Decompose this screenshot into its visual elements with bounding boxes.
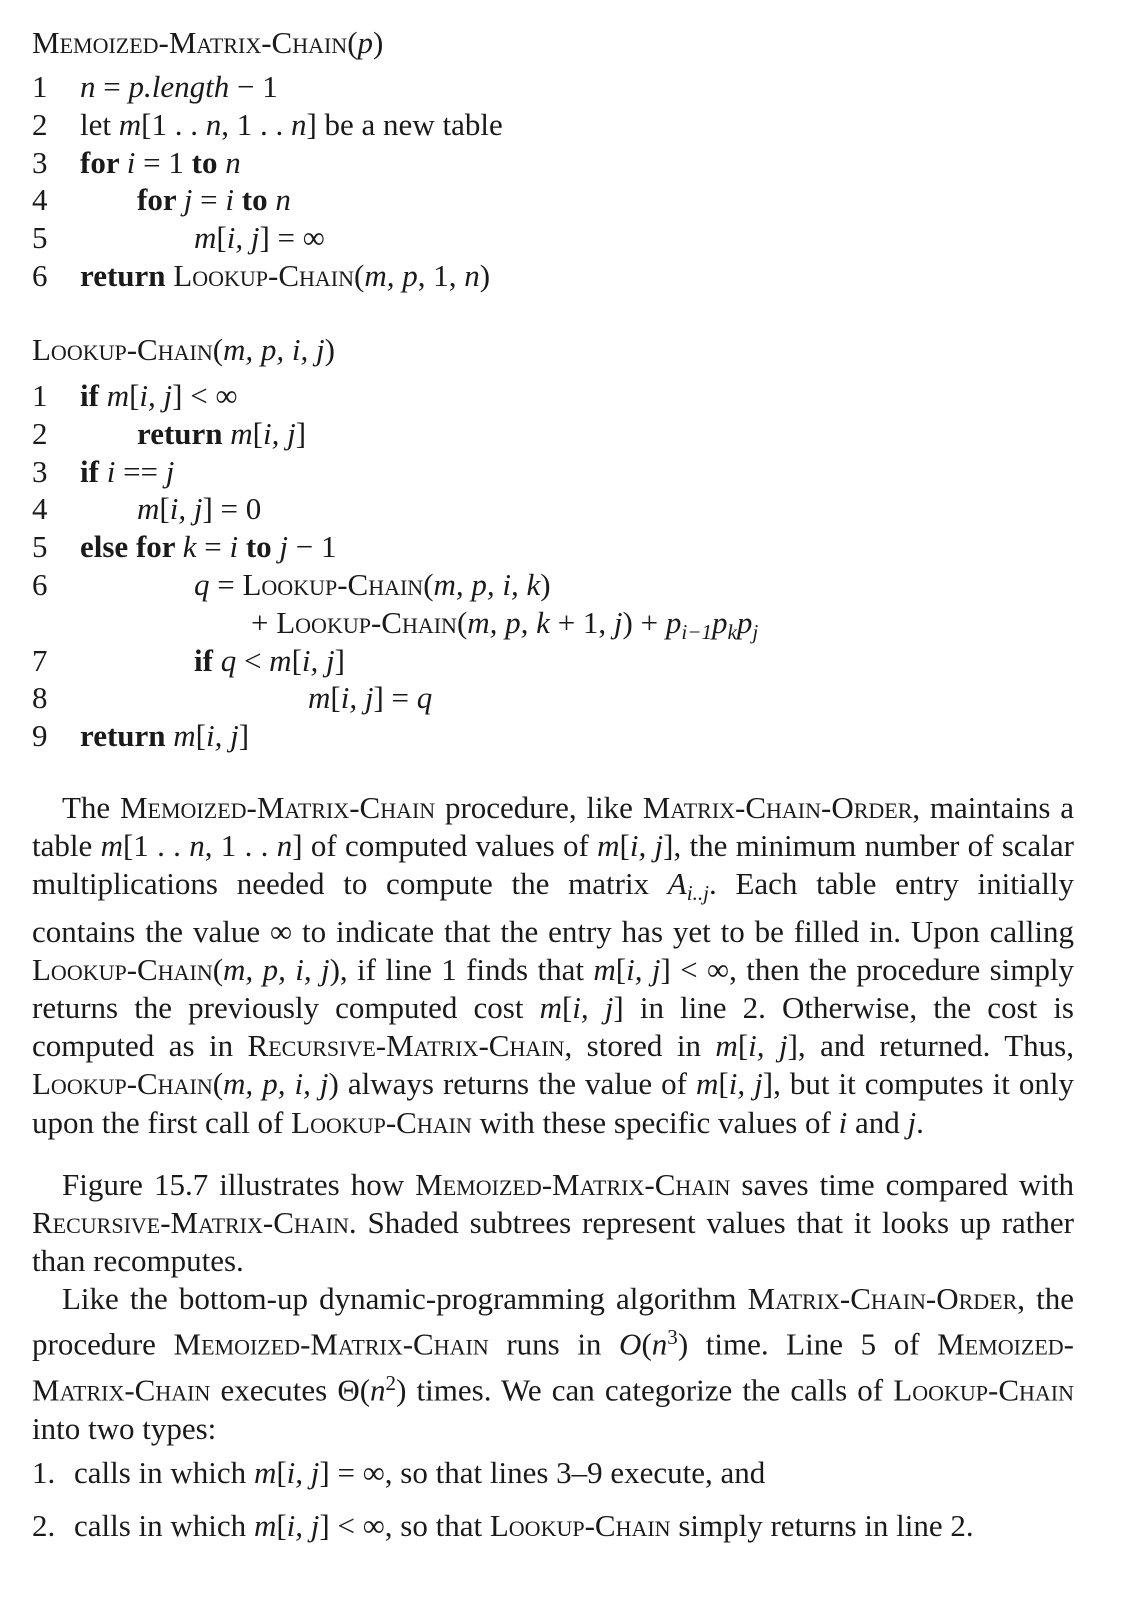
- list-number: 2.: [32, 1508, 56, 1543]
- text-run: with these specific values of: [471, 1104, 839, 1140]
- text-run: (: [212, 332, 224, 367]
- text-run: .: [916, 1104, 924, 1140]
- text-run: ] be a new table: [306, 106, 503, 142]
- text-run: [: [195, 718, 206, 754]
- text-run: , 1 . .: [221, 106, 291, 142]
- text-run: , the procedure: [32, 1281, 1074, 1362]
- code-statement: [194, 219, 325, 257]
- math-var: i, j: [286, 1508, 320, 1543]
- text-run: simply returns in line 2.: [670, 1508, 974, 1543]
- text-run: , maintains a table: [32, 790, 1075, 864]
- text-run: ] in line 2. Otherwise, the cost is computed as in: [32, 989, 1074, 1064]
- procedure-title: [32, 24, 383, 62]
- text-run: ], but it computes it only upon the first call of: [32, 1066, 1074, 1140]
- list-item: [32, 1507, 974, 1545]
- procedure-name: Memoized-Matrix-Chain: [415, 1167, 731, 1202]
- text-run: [: [276, 1508, 287, 1543]
- math-var: j: [183, 182, 193, 218]
- math-var: n: [290, 106, 307, 142]
- line-number: 1: [32, 69, 48, 104]
- keyword: return: [80, 258, 174, 293]
- procedure-name: Matrix-Chain-Order: [747, 1281, 1018, 1316]
- subscript: i−1: [681, 619, 712, 644]
- paragraph: [32, 1280, 1074, 1448]
- text-run: = 1: [135, 144, 192, 180]
- math-var: m: [106, 378, 130, 413]
- line-number: 5: [32, 529, 48, 565]
- text-run: . Each table entry initially contains the value ∞ to indicate that the entry has yet to be filled in. Upon calling: [32, 866, 1074, 949]
- text-run: ] of computed values of: [292, 828, 598, 864]
- text-run: Like the bottom-up dynamic-programming algorithm: [62, 1281, 748, 1316]
- text-run: ] < ∞, so that: [319, 1508, 490, 1543]
- code-statement: [137, 490, 261, 528]
- math-var: m: [118, 106, 142, 142]
- subscript: i..j: [686, 881, 709, 906]
- code-statement: [194, 642, 345, 680]
- math-var: n: [464, 258, 480, 293]
- text-run: ]: [238, 718, 250, 754]
- text-run: [: [737, 1028, 749, 1064]
- text-run: =: [192, 182, 226, 218]
- code-statement: [137, 181, 291, 219]
- text-run: [: [619, 828, 630, 864]
- math-var: m: [269, 642, 292, 678]
- text-run: ]: [334, 642, 345, 678]
- math-var: m: [593, 951, 616, 987]
- math-var: O: [619, 1326, 642, 1362]
- text-run: procedure, like: [435, 790, 643, 825]
- superscript: 3: [667, 1325, 678, 1350]
- procedure-name: Memoized-Matrix-Chain: [32, 25, 348, 60]
- text-run: Figure 15.7 illustrates how: [62, 1167, 416, 1202]
- math-var: m: [715, 1028, 738, 1064]
- subscript: k: [727, 619, 737, 644]
- text-run: + 1,: [549, 604, 614, 640]
- text-run: ] < ∞, then the procedure simply returns the previously computed cost: [32, 951, 1075, 1025]
- text-run: − 1: [229, 69, 278, 104]
- procedure-name: Recursive-Matrix-Chain: [247, 1028, 565, 1064]
- text-run: ] = 0: [202, 491, 262, 527]
- text-run: (: [456, 604, 468, 640]
- line-number: 1: [32, 378, 48, 413]
- math-var: m, p, k: [467, 604, 550, 640]
- text-run: ) time. Line 5 of: [677, 1326, 938, 1362]
- list-item: [32, 1454, 765, 1492]
- text-run: [: [129, 378, 140, 413]
- text-run: ], the minimum number of scalar multiplications needed to compute the matrix: [32, 828, 1074, 902]
- procedure-name: Lookup-Chain: [32, 332, 213, 367]
- keyword: to: [234, 182, 276, 218]
- procedure-name: Lookup-Chain: [32, 1066, 213, 1102]
- text-run: The: [62, 790, 120, 825]
- keyword: if: [194, 642, 221, 678]
- text-run: [: [718, 1066, 729, 1102]
- text-run: [: [252, 415, 263, 451]
- text-run: =: [95, 69, 129, 104]
- keyword: return: [137, 415, 231, 451]
- math-var: i, j: [169, 491, 203, 527]
- subscript: j: [752, 619, 759, 644]
- text-run: ]: [295, 415, 307, 451]
- procedure-name: Lookup-Chain: [242, 567, 424, 602]
- procedure-name: Lookup-Chain: [32, 951, 213, 987]
- text-run: into two types:: [32, 1410, 217, 1446]
- procedure-name: Memoized-Matrix-Chain: [32, 1326, 1074, 1408]
- math-var: m: [253, 1455, 277, 1490]
- math-var: i, j: [572, 989, 614, 1025]
- math-var: n: [225, 144, 241, 180]
- code-statement: [194, 566, 551, 604]
- text-run: ): [479, 258, 491, 293]
- math-var: q: [194, 567, 210, 602]
- procedure-name: Memoized-Matrix-Chain: [119, 790, 436, 825]
- procedure-name: Memoized-Matrix-Chain: [173, 1326, 489, 1362]
- math-var: p: [665, 604, 682, 640]
- math-var: m, p, i, j: [223, 951, 330, 987]
- text-run: [: [276, 1455, 287, 1490]
- line-number: 6: [32, 258, 48, 293]
- keyword: to: [238, 529, 280, 565]
- text-run: =: [209, 567, 243, 602]
- procedure-name: Lookup-Chain: [893, 1372, 1074, 1408]
- math-var: i, j: [629, 828, 664, 864]
- math-var: p: [357, 25, 374, 60]
- keyword: for: [137, 182, 184, 218]
- math-var: i, j: [286, 1455, 320, 1490]
- text-run: [: [330, 680, 341, 716]
- code-statement: [137, 415, 306, 453]
- math-var: i, j: [626, 951, 661, 987]
- math-var: m: [230, 415, 253, 451]
- math-var: m: [253, 1508, 277, 1543]
- math-var: i, j: [139, 378, 173, 413]
- text-run: (: [212, 1066, 224, 1102]
- procedure-name: Lookup-Chain: [291, 1104, 472, 1140]
- math-var: n: [189, 828, 205, 864]
- keyword: if: [80, 453, 107, 489]
- text-run: [: [561, 989, 573, 1025]
- text-run: saves time compared with: [730, 1167, 1075, 1202]
- procedure-title: [32, 331, 335, 369]
- math-var: m, p, i, j: [223, 1066, 329, 1102]
- text-run: ) +: [622, 604, 666, 640]
- text-run: ) always returns the value of: [328, 1066, 697, 1102]
- math-var: i: [126, 144, 136, 180]
- math-var: n: [651, 1326, 668, 1362]
- math-var: i, j: [748, 1028, 788, 1064]
- math-var: i, j: [301, 642, 335, 678]
- text-run: [: [291, 642, 302, 678]
- text-run: [1 . .: [141, 106, 206, 142]
- text-run: (: [347, 25, 358, 60]
- text-run: , stored in: [564, 1028, 716, 1064]
- code-statement: [80, 68, 278, 106]
- text-run: ] < ∞: [172, 378, 238, 413]
- math-var: n: [205, 106, 222, 142]
- math-var: m: [100, 828, 123, 864]
- procedure-name: Lookup-Chain: [489, 1508, 671, 1543]
- text-run: (: [641, 1326, 652, 1362]
- procedure-name: Lookup-Chain: [173, 258, 354, 293]
- math-var: p: [711, 604, 728, 640]
- math-var: i, j: [728, 1066, 763, 1102]
- code-statement: [80, 528, 337, 566]
- math-var: m: [173, 718, 196, 754]
- text-run: ): [373, 25, 384, 60]
- math-var: q: [220, 642, 237, 678]
- text-run: , 1 . .: [204, 828, 277, 864]
- procedure-name: Matrix-Chain-Order: [642, 790, 913, 825]
- list-number: 1.: [32, 1455, 56, 1490]
- math-var: k: [182, 529, 197, 565]
- superscript: 2: [385, 1370, 397, 1395]
- line-number: 2: [32, 106, 48, 142]
- text-run: [1 . .: [122, 828, 190, 864]
- math-var: m, p, i, j: [223, 332, 325, 367]
- math-var: i, j: [263, 415, 296, 451]
- keyword: to: [191, 144, 226, 180]
- list-text: [74, 1508, 974, 1543]
- line-number: 7: [32, 642, 48, 678]
- math-var: p.length: [128, 69, 230, 104]
- text-run: ==: [115, 453, 166, 489]
- math-var: m: [137, 491, 160, 527]
- code-statement: [80, 144, 241, 182]
- math-var: i: [838, 1104, 848, 1140]
- text-run: [: [615, 951, 627, 987]
- math-var: n: [370, 1372, 386, 1408]
- text-run: (: [212, 951, 224, 987]
- math-var: j: [613, 604, 623, 640]
- code-statement: [80, 257, 490, 295]
- math-var: i: [225, 182, 235, 218]
- line-number: 6: [32, 567, 48, 602]
- paragraph: [32, 789, 1074, 1142]
- code-statement: [80, 377, 238, 415]
- math-var: i, j: [340, 680, 374, 716]
- text-run: ): [540, 567, 551, 602]
- code-statement: [308, 679, 432, 717]
- math-var: m: [194, 220, 217, 256]
- text-run: , 1,: [417, 258, 465, 293]
- math-var: j: [907, 1104, 917, 1140]
- math-var: i: [106, 453, 116, 489]
- math-var: A: [667, 866, 687, 902]
- text-run: ], and returned. Thus,: [787, 1028, 1074, 1064]
- math-var: m, p: [364, 258, 418, 293]
- text-run: (: [423, 567, 434, 602]
- math-var: i: [229, 529, 239, 565]
- math-var: m: [597, 828, 620, 864]
- line-number: 3: [32, 144, 48, 180]
- text-run: [: [216, 220, 227, 256]
- text-run: and: [847, 1104, 908, 1140]
- math-var: p: [736, 604, 753, 640]
- text-run: <: [236, 642, 270, 678]
- math-var: m: [539, 989, 562, 1025]
- text-run: − 1: [288, 529, 337, 565]
- math-var: q: [416, 680, 433, 716]
- line-number: 4: [32, 182, 48, 218]
- math-var: j: [279, 529, 289, 565]
- text-run: ) times. We can categorize the calls of: [396, 1372, 894, 1408]
- text-run: ] = ∞, so that lines 3–9 execute, and: [319, 1455, 766, 1490]
- text-run: runs in: [488, 1326, 620, 1362]
- text-run: calls in which: [74, 1508, 254, 1543]
- paragraph: [32, 1166, 1074, 1281]
- math-var: i, j: [226, 220, 260, 256]
- math-var: m: [308, 680, 331, 716]
- math-var: n: [80, 69, 96, 104]
- line-number: 4: [32, 491, 48, 527]
- text-run: ), if line 1 finds that: [329, 951, 594, 987]
- code-statement: [80, 453, 174, 491]
- line-number: 3: [32, 453, 48, 489]
- text-run: ): [324, 332, 335, 367]
- keyword: return: [80, 718, 174, 754]
- math-var: i, j: [206, 718, 239, 754]
- text-run: [: [159, 491, 170, 527]
- text-run: let: [80, 106, 119, 142]
- math-var: m: [696, 1066, 719, 1102]
- keyword: else for: [80, 529, 183, 565]
- procedure-name: Lookup-Chain: [276, 604, 457, 640]
- text-run: +: [251, 604, 277, 640]
- math-var: n: [276, 828, 293, 864]
- text-run: (: [354, 258, 365, 293]
- line-number: 2: [32, 415, 48, 451]
- list-text: [74, 1455, 765, 1490]
- math-var: m, p, i, k: [433, 567, 541, 602]
- text-run: calls in which: [74, 1455, 254, 1490]
- line-number: 9: [32, 718, 48, 754]
- math-var: n: [275, 182, 291, 218]
- text-run: executes Θ(: [210, 1372, 371, 1408]
- math-var: j: [165, 453, 175, 489]
- text-run: ] = ∞: [259, 220, 325, 256]
- text-run: ] =: [373, 680, 417, 716]
- line-number: 8: [32, 680, 48, 716]
- text-run: =: [196, 529, 230, 565]
- procedure-name: Recursive-Matrix-Chain: [32, 1205, 349, 1241]
- code-statement: [80, 717, 249, 755]
- keyword: if: [80, 378, 107, 413]
- code-statement: [80, 106, 503, 144]
- keyword: for: [80, 144, 127, 180]
- line-number: 5: [32, 220, 48, 256]
- text-run: . Shaded subtrees represent values that it looks up rather than recomputes.: [32, 1205, 1074, 1279]
